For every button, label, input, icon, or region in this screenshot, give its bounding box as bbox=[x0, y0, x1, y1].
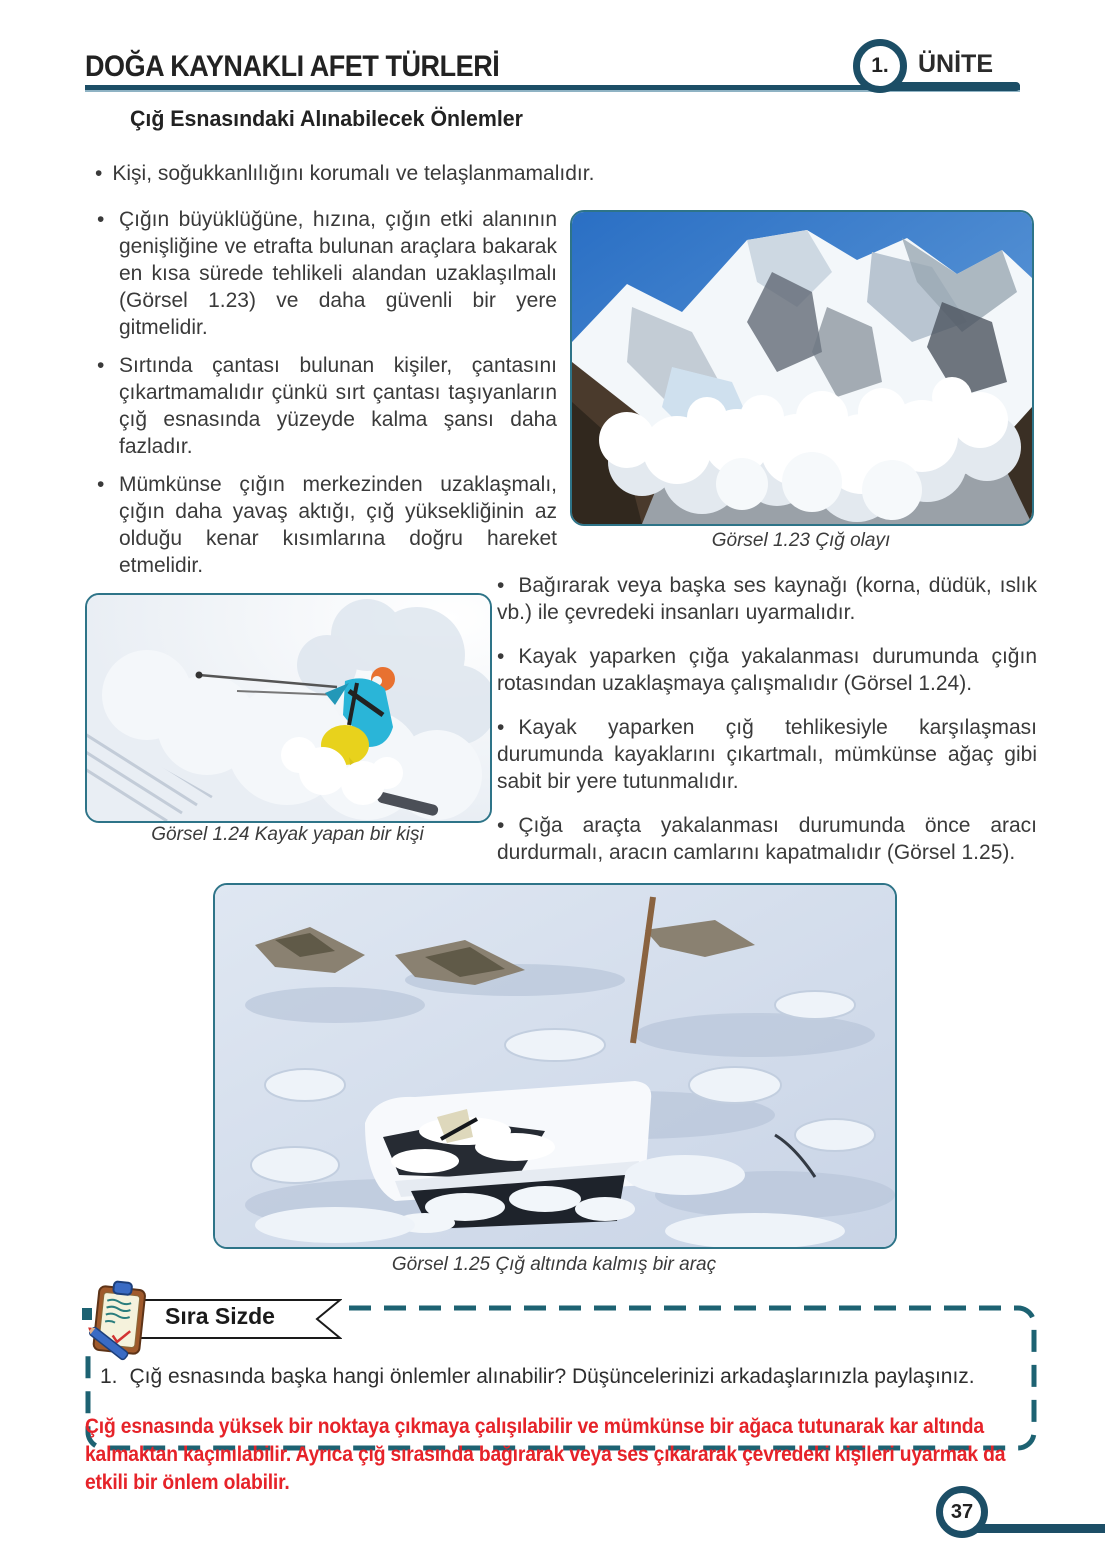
bullet-item bbox=[497, 572, 1037, 626]
bullet-text: Sırtında çantası bulunan kişiler, çantasını çıkartmamalıdır çünkü sırt çantası taşıyanların çığ esnasında yüzeyde kalma şansı daha fazladır. bbox=[119, 354, 557, 458]
figure-caption: Görsel 1.24 Kayak yapan bir kişi bbox=[151, 824, 424, 845]
buried-car-photo bbox=[215, 885, 895, 1247]
bullet-text: Çığın büyüklüğüne, hızına, çığın etki alanının genişliğine ve etrafta bulunan araçlara bakarak en kısa sürede tehlikeli alandan uzaklaşılmalı (Görsel 1.23) ve daha güvenli bir yere gitmelidir. bbox=[119, 208, 557, 339]
question-text: Çığ esnasında başka hangi önlemler alınabilir? Düşüncelerinizi arkadaşlarınızla paylaşınız. bbox=[129, 1365, 975, 1388]
figure-avalanche bbox=[570, 210, 1034, 526]
figure-buried-car bbox=[213, 883, 897, 1249]
bullet-dot: • bbox=[497, 574, 505, 597]
bullet-list-left bbox=[95, 206, 557, 590]
skier-photo bbox=[87, 595, 490, 821]
activity-question bbox=[100, 1362, 1010, 1392]
bullet-item-intro bbox=[95, 162, 715, 186]
question-number: 1. bbox=[100, 1365, 118, 1388]
bullet-item bbox=[95, 471, 557, 579]
bullet-text: Kayak yaparken çığa yakalanması durumunda çığın rotasından uzaklaşmaya çalışmalıdır (Görsel 1.24). bbox=[497, 645, 1037, 695]
bullet-text: Mümkünse çığın merkezinden uzaklaşmalı, çığın daha yavaş aktığı, çığ yüksekliğinin az olduğu kenar kısımlarına doğru hareket etmelidir. bbox=[119, 473, 557, 577]
bullet-item bbox=[497, 812, 1037, 866]
footer-bar bbox=[975, 1524, 1105, 1533]
unit-number: 1. bbox=[871, 54, 889, 77]
bullet-dot: • bbox=[97, 208, 105, 231]
page-number: 37 bbox=[950, 1500, 974, 1523]
avalanche-photo bbox=[572, 212, 1032, 524]
unit-number-badge bbox=[853, 39, 907, 93]
bullet-item bbox=[95, 352, 557, 460]
bullet-dot: • bbox=[95, 162, 103, 185]
bullet-text: Çığa araçta yakalanması durumunda önce aracı durdurmalı, aracın camlarını kapatmalıdır (Görsel 1.25). bbox=[497, 814, 1037, 864]
page-number-badge bbox=[936, 1486, 988, 1538]
bullet-dot: • bbox=[497, 645, 505, 668]
section-subtitle: Çığ Esnasındaki Alınabilecek Önlemler bbox=[130, 106, 523, 131]
unit-label: ÜNİTE bbox=[918, 50, 993, 78]
bullet-text: Kayak yaparken çığ tehlikesiyle karşılaşması durumunda kayaklarını çıkartmalı, mümkünse ağaç gibi sabit bir yere tutunmalıdır. bbox=[497, 716, 1037, 793]
bullet-dot: • bbox=[97, 354, 105, 377]
figure-caption: Görsel 1.23 Çığ olayı bbox=[711, 530, 891, 551]
sira-sizde-label: Sıra Sizde bbox=[165, 1303, 275, 1329]
bullet-list-right bbox=[497, 572, 1037, 883]
clipboard-pencil-icon bbox=[74, 1278, 160, 1368]
bullet-item bbox=[497, 714, 1037, 795]
bullet-text: Bağırarak veya başka ses kaynağı (korna, düdük, ıslık vb.) ile çevredeki insanları uyarmalıdır. bbox=[497, 574, 1037, 624]
figure-skier bbox=[85, 593, 492, 823]
figure-caption: Görsel 1.25 Çığ altında kalmış bir araç bbox=[391, 1254, 717, 1275]
bullet-item bbox=[497, 643, 1037, 697]
bullet-text: Kişi, soğukkanlılığını korumalı ve telaşlanmamalıdır. bbox=[112, 162, 595, 185]
bullet-dot: • bbox=[497, 716, 505, 739]
page-title: DOĞA KAYNAKLI AFET TÜRLERİ bbox=[85, 50, 500, 83]
bullet-item bbox=[95, 206, 557, 341]
bullet-dot: • bbox=[497, 814, 505, 837]
bullet-dot: • bbox=[97, 473, 105, 496]
unit-bar bbox=[880, 82, 1020, 91]
handwritten-answer-text: Çığ esnasında yüksek bir noktaya çıkmaya çalışılabilir ve mümkünse bir ağaca tutunarak kar altında kalmaktan kaçınılabilir. Ayrıca çığ sırasında bağırarak veya ses çıkararak çevredeki kişileri uyarmak da etkili bir önlem olabilir. bbox=[85, 1415, 1006, 1494]
